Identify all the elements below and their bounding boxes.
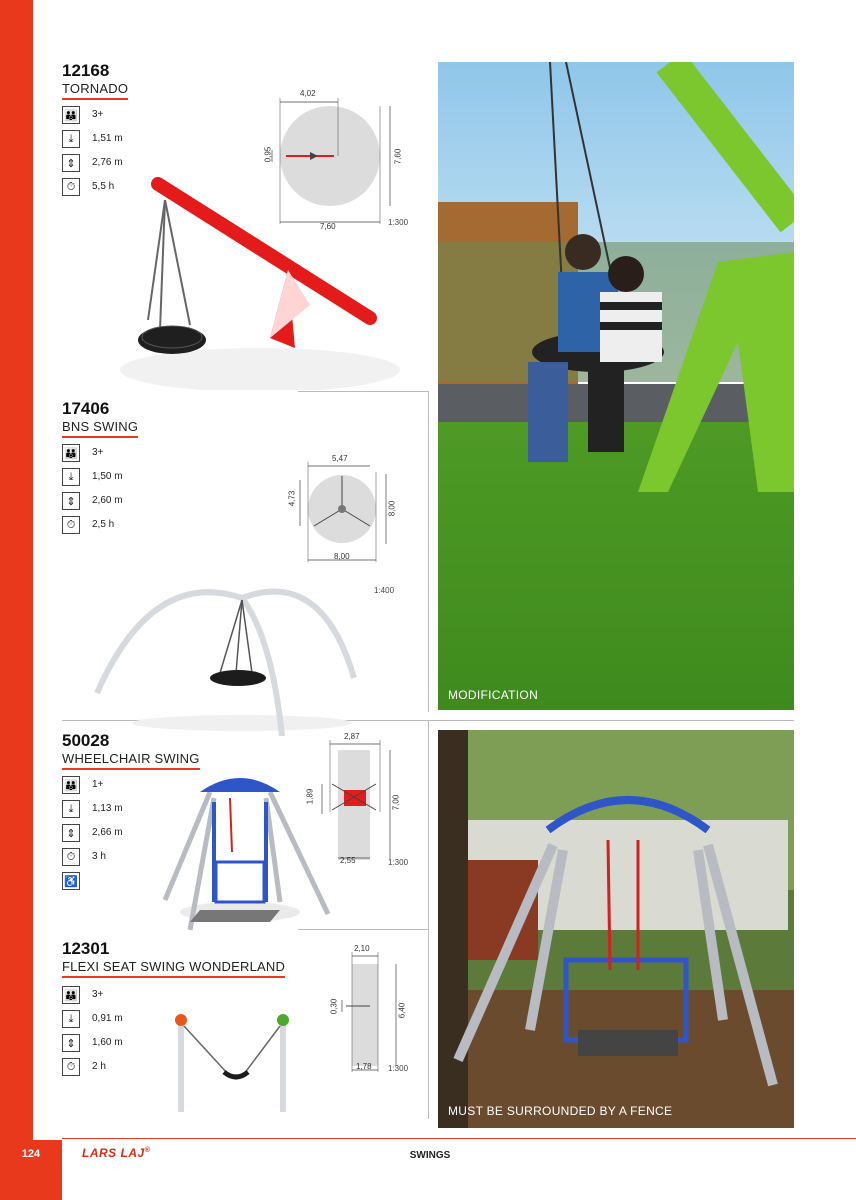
product-image-tornado xyxy=(120,170,420,390)
free-height-icon: ⇕ xyxy=(62,1034,80,1052)
product-name: TORNADO xyxy=(62,82,128,100)
age-icon: 👪 xyxy=(62,986,80,1004)
spec-free-height: ⇕ 2,60 m xyxy=(62,492,182,510)
product-tornado xyxy=(62,62,128,100)
product-image-flexi xyxy=(168,1002,298,1117)
photo-caption: MODIFICATION xyxy=(448,688,539,702)
spec-age: 👪 1+ xyxy=(62,776,182,794)
photo-fence-note xyxy=(438,730,794,1128)
divider-vertical-3 xyxy=(428,929,429,1119)
wheelchair-swing-illustration xyxy=(160,772,335,932)
product-wheelchair-swing xyxy=(62,732,200,770)
spec-age: 👪 3+ xyxy=(62,986,182,1004)
spec-free-height: ⇕ 2,76 m xyxy=(62,154,182,172)
spec-install-time: ⏱ 2,5 h xyxy=(62,516,182,534)
spec-fall-height: ⤓ 1,50 m xyxy=(62,468,182,486)
fall-height-icon: ⤓ xyxy=(62,468,80,486)
spec-age: 👪 3+ xyxy=(62,444,182,462)
divider-horizontal-1 xyxy=(298,391,429,392)
spec-fall-height: ⤓ 0,91 m xyxy=(62,1010,182,1028)
product-image-wheelchair xyxy=(160,772,335,932)
spec-free-height: ⇕ 2,66 m xyxy=(62,824,182,842)
photo-svg xyxy=(438,62,794,710)
spec-age: 👪 3+ xyxy=(62,106,182,124)
product-code: 12301 xyxy=(62,939,110,958)
spec-install-time: ⏱ 2 h xyxy=(62,1058,182,1076)
product-name: FLEXI SEAT SWING WONDERLAND xyxy=(62,960,285,978)
divider-vertical-2 xyxy=(428,720,429,930)
brand-logo: LARS LAJ® xyxy=(82,1146,151,1160)
fall-height-icon: ⤓ xyxy=(62,1010,80,1028)
age-icon: 👪 xyxy=(62,444,80,462)
photo-svg xyxy=(438,730,794,1128)
spec-free-height: ⇕ 1,60 m xyxy=(62,1034,182,1052)
product-bns-swing xyxy=(62,400,138,438)
bns-illustration xyxy=(92,578,362,738)
spec-fall-height: ⤓ 1,13 m xyxy=(62,800,182,818)
section-title: SWINGS xyxy=(409,1150,451,1161)
product-code: 50028 xyxy=(62,731,110,750)
product-image-bns xyxy=(92,578,362,738)
plan-svg xyxy=(290,452,420,597)
fall-height-icon: ⤓ xyxy=(62,800,80,818)
spec-install-time: ⏱ 3 h xyxy=(62,848,182,866)
free-height-icon: ⇕ xyxy=(62,492,80,510)
plan-drawing-bns: 5,47 4,73 8,00 8,00 1:400 xyxy=(290,452,420,597)
install-time-icon: ⏱ xyxy=(62,178,80,196)
install-time-icon: ⏱ xyxy=(62,516,80,534)
product-name: BNS SWING xyxy=(62,420,138,438)
free-height-icon: ⇕ xyxy=(62,824,80,842)
photo-caption: MUST BE SURROUNDED BY A FENCE xyxy=(448,1104,673,1118)
plan-drawing-wheelchair: 2,87 1,89 7,00 2,55 1:300 xyxy=(300,732,420,877)
install-time-icon: ⏱ xyxy=(62,1058,80,1076)
footer-rule xyxy=(62,1138,856,1139)
spec-install-time: ⏱ 5,5 h xyxy=(62,178,182,196)
plan-drawing-tornado: 4,02 0,95 7,60 7,60 1:300 xyxy=(258,84,418,234)
free-height-icon: ⇕ xyxy=(62,154,80,172)
flexi-swing-illustration xyxy=(168,1002,298,1117)
install-time-icon: ⏱ xyxy=(62,848,80,866)
left-red-bar xyxy=(0,0,33,1200)
product-code: 12168 xyxy=(62,61,110,80)
product-name: WHEELCHAIR SWING xyxy=(62,752,200,770)
age-icon: 👪 xyxy=(62,776,80,794)
product-code: 17406 xyxy=(62,399,110,418)
spec-fall-height: ⤓ 1,51 m xyxy=(62,130,182,148)
page-number: 124 xyxy=(21,1148,41,1160)
tornado-illustration xyxy=(120,170,420,390)
divider-vertical-1 xyxy=(428,392,429,712)
age-icon: 👪 xyxy=(62,106,80,124)
product-flexi-seat xyxy=(62,940,285,978)
fall-height-icon: ⤓ xyxy=(62,130,80,148)
plan-drawing-flexi: 2,10 0,30 6,40 1,78 1:300 xyxy=(320,942,420,1082)
wheelchair-icon: ♿ xyxy=(62,872,80,890)
photo-modification xyxy=(438,62,794,710)
